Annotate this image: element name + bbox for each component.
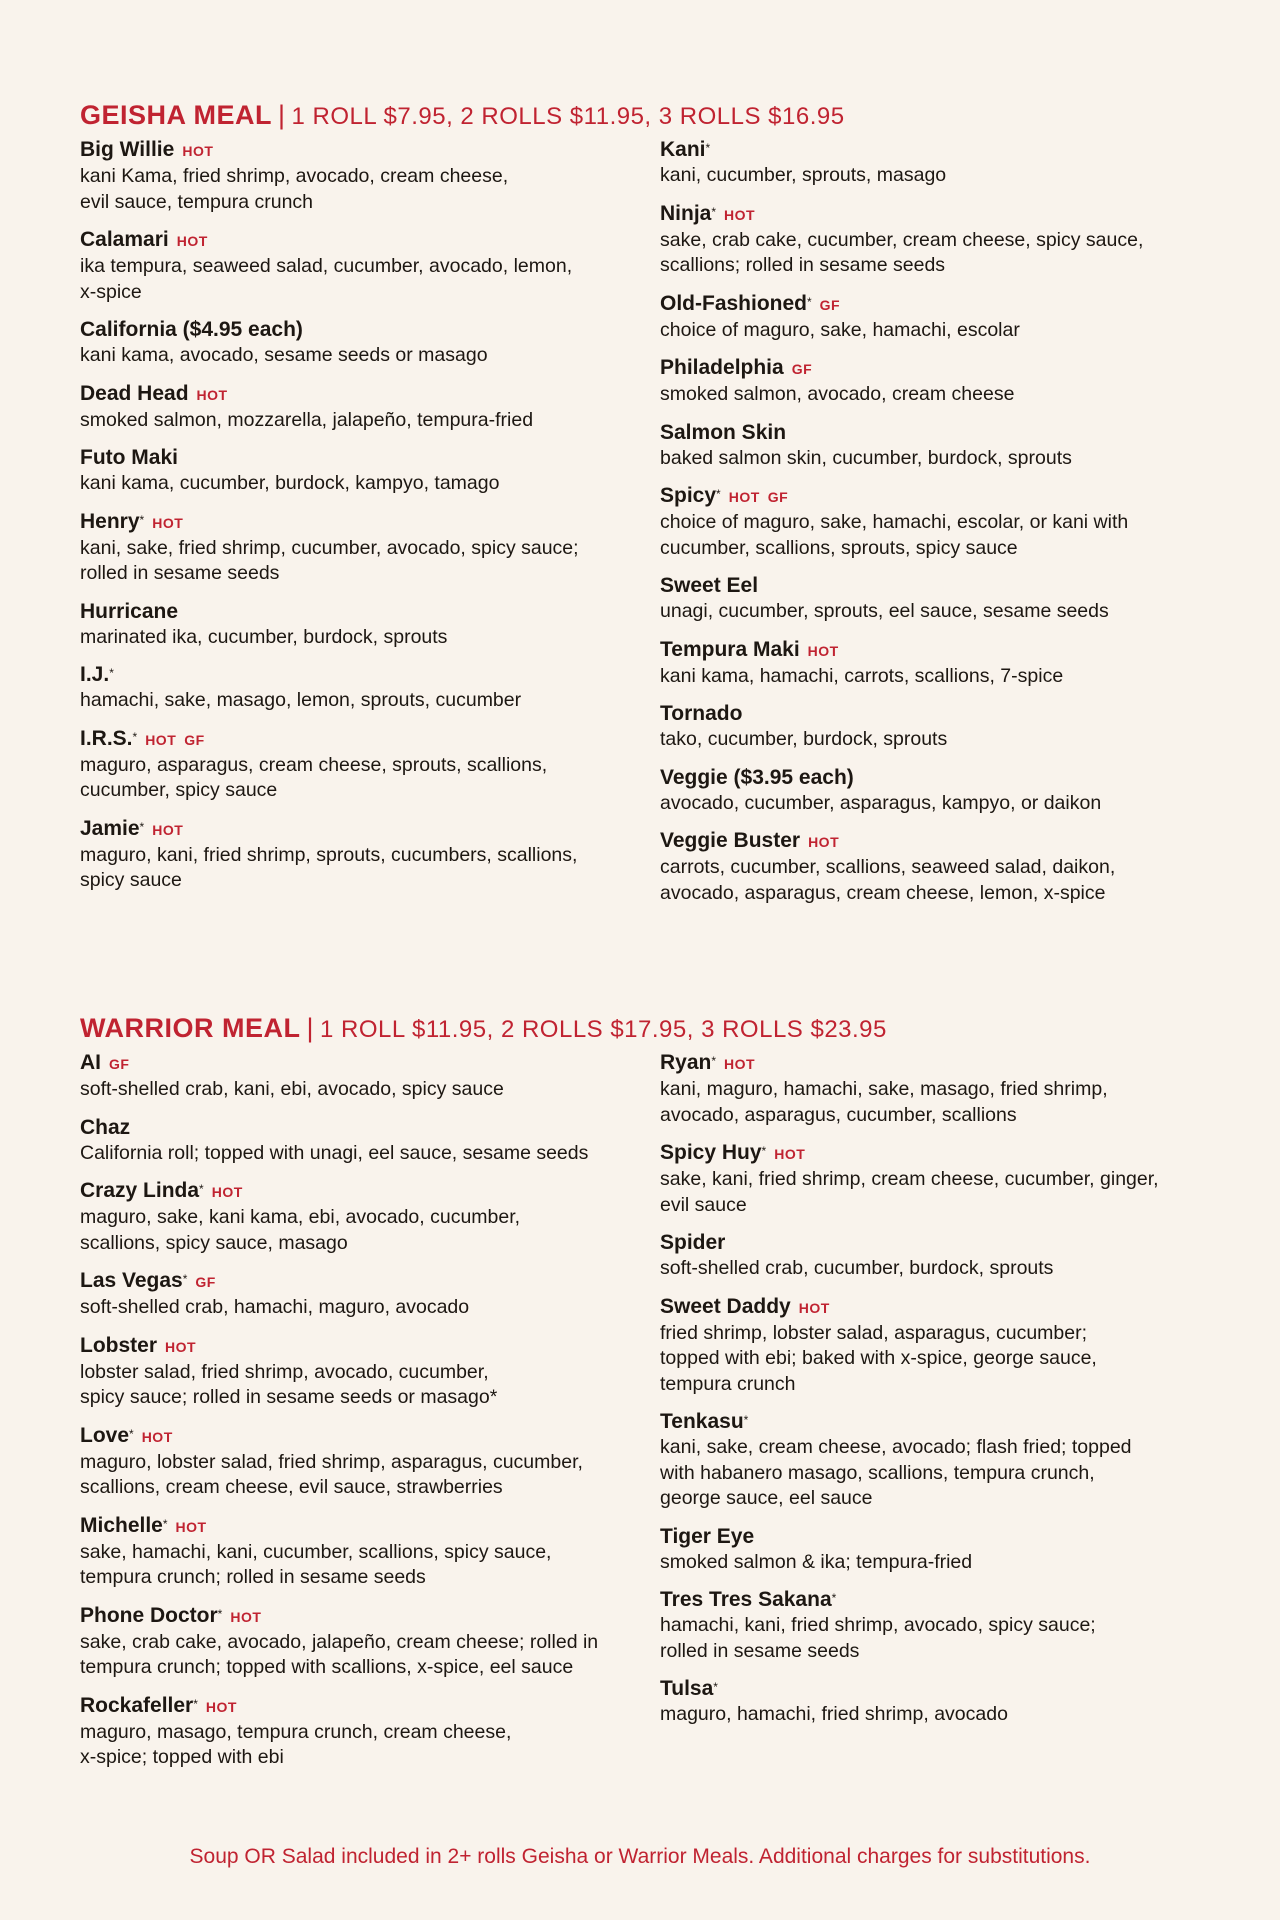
menu-item-header <box>80 1268 660 1295</box>
menu-item-header <box>80 445 660 471</box>
menu-item-header <box>660 201 1210 228</box>
menu-item-name: California ($4.95 each) <box>80 318 303 341</box>
menu-item-header <box>80 662 660 688</box>
gluten-free-badge: GF <box>791 361 813 377</box>
menu-item <box>660 765 1210 817</box>
menu-item-description: sake, crab cake, avocado, jalapeño, cream cheese; rolled in tempura crunch; topped with scallions, x-spice, eel sauce <box>80 1630 599 1678</box>
menu-item-name: I.R.S. <box>80 726 133 750</box>
menu-item <box>80 1178 660 1256</box>
menu-item-description: kani, sake, fried shrimp, cucumber, avocado, spicy sauce; rolled in sesame seeds <box>80 536 579 584</box>
menu-item-description: kani kama, hamachi, carrots, scallions, 7-spice <box>660 664 1064 687</box>
menu-item-header <box>660 637 1210 664</box>
raw-asterisk: * <box>139 819 145 834</box>
menu-item-header <box>80 1513 660 1540</box>
raw-asterisk: * <box>807 294 812 309</box>
gluten-free-badge: GF <box>767 489 789 505</box>
raw-asterisk: * <box>132 729 138 744</box>
menu-item-description: maguro, sake, kani kama, ebi, avocado, cucumber, scallions, spicy sauce, masago <box>80 1206 521 1254</box>
menu-item <box>660 355 1210 408</box>
menu-item-name: Spicy <box>660 484 717 507</box>
menu-item-description: maguro, asparagus, cream cheese, sprouts, scallions, cucumber, spicy sauce <box>80 753 548 801</box>
raw-asterisk: * <box>199 1182 204 1196</box>
gluten-free-badge: GF <box>109 1056 130 1072</box>
menu-item-name: Salmon Skin <box>660 420 787 444</box>
hot-badge: HOT <box>175 1518 207 1535</box>
raw-asterisk: * <box>705 141 711 155</box>
menu-item <box>80 662 660 714</box>
menu-item-name: Philadelphia <box>660 356 784 379</box>
menu-item <box>660 201 1210 279</box>
menu-item-description: maguro, hamachi, fried shrimp, avocado <box>660 1703 1008 1725</box>
hot-badge: HOT <box>165 1338 197 1355</box>
menu-item-header <box>660 1140 1210 1167</box>
hot-badge: HOT <box>182 143 214 159</box>
menu-item <box>660 1524 1210 1576</box>
section-name: GEISHA MEAL <box>80 100 273 130</box>
raw-asterisk: * <box>761 1144 767 1158</box>
menu-item-description: hamachi, kani, fried shrimp, avocado, spicy sauce; rolled in sesame seeds <box>660 1614 1096 1662</box>
hot-badge: HOT <box>145 731 177 748</box>
menu-item-header <box>80 1603 660 1630</box>
menu-item <box>660 637 1210 690</box>
raw-asterisk: * <box>217 1606 223 1621</box>
menu-item-name: Ryan <box>660 1051 712 1074</box>
menu-item-name: Ninja <box>660 201 712 225</box>
menu-item-description: ika tempura, seaweed salad, cucumber, avocado, lemon, x-spice <box>80 255 573 303</box>
title-separator: | <box>306 1013 314 1043</box>
hot-badge: HOT <box>808 834 840 850</box>
menu-item <box>660 1409 1210 1512</box>
menu-item-header <box>660 1409 1210 1435</box>
menu-item-name: Jamie <box>80 816 140 840</box>
raw-asterisk: * <box>711 204 717 219</box>
menu-item-header <box>660 1587 1210 1613</box>
menu-item-header <box>660 1050 1210 1077</box>
menu-item-name: Sweet Daddy <box>660 1294 791 1318</box>
menu-item-header <box>80 137 660 164</box>
menu-item <box>660 420 1210 472</box>
menu-item-name: Calamari <box>80 228 169 251</box>
menu-item-header <box>80 1333 660 1360</box>
right-column <box>660 137 1210 918</box>
menu-item-header <box>80 1050 660 1077</box>
menu-item <box>80 137 660 215</box>
menu-item-header <box>660 420 1210 446</box>
gluten-free-badge: GF <box>184 731 205 748</box>
menu-item <box>80 317 660 369</box>
menu-item-header <box>80 1115 660 1141</box>
menu-item-description: marinated ika, cucumber, burdock, sprouts <box>80 625 448 648</box>
footer-note: Soup OR Salad included in 2+ rolls Geisha or Warrior Meals. Additional charges for substitutions. <box>189 1845 1091 1868</box>
section-prices: 1 ROLL $7.95, 2 ROLLS $11.95, 3 ROLLS $16.95 <box>291 103 845 130</box>
menu-item <box>80 509 660 587</box>
menu-item-name: Tenkasu <box>660 1410 744 1433</box>
menu-item-name: Spicy Huy <box>660 1141 762 1164</box>
section-title <box>80 1013 1210 1044</box>
hot-badge: HOT <box>141 1428 173 1445</box>
menu-item-name: Tres Tres Sakana <box>660 1588 832 1611</box>
menu-item-description: California roll; topped with unagi, eel sauce, sesame seeds <box>80 1141 589 1164</box>
menu-item-header <box>660 291 1210 318</box>
menu-item-header <box>660 765 1210 791</box>
menu-item <box>660 1294 1210 1398</box>
menu-item <box>660 1050 1210 1128</box>
menu-item-header <box>80 317 660 343</box>
menu-item-description: tako, cucumber, burdock, sprouts <box>660 728 948 750</box>
menu-item <box>660 291 1210 344</box>
menu-item <box>80 1333 660 1411</box>
menu-item-description: baked salmon skin, cucumber, burdock, sprouts <box>660 446 1072 469</box>
section-title <box>80 100 1210 131</box>
raw-asterisk: * <box>713 1680 718 1694</box>
hot-badge: HOT <box>230 1608 262 1625</box>
menu-item-name: Futo Maki <box>80 446 178 469</box>
menu-item-description: kani Kama, fried shrimp, avocado, cream cheese, evil sauce, tempura crunch <box>80 165 509 213</box>
menu-item-description: carrots, cucumber, scallions, seaweed salad, daikon, avocado, asparagus, cream cheese, lemon, x-spice <box>660 856 1116 904</box>
menu-item-name: Kani <box>660 138 706 161</box>
menu-item-name: Tornado <box>660 702 743 725</box>
menu-item-name: I.J. <box>80 663 110 686</box>
menu-item-description: maguro, kani, fried shrimp, sprouts, cucumbers, scallions, spicy sauce <box>80 843 578 891</box>
menu-item-header <box>660 355 1210 382</box>
menu-item-header <box>660 1676 1210 1702</box>
hot-badge: HOT <box>211 1184 243 1200</box>
menu-item-name: Crazy Linda <box>80 1179 200 1202</box>
menu-item-header <box>660 137 1210 163</box>
menu-item-header <box>660 828 1210 855</box>
menu-item <box>80 227 660 305</box>
menu-item-name: Love <box>80 1423 130 1447</box>
menu-item-description: soft-shelled crab, kani, ebi, avocado, spicy sauce <box>80 1078 504 1100</box>
menu-item <box>80 726 660 804</box>
hot-badge: HOT <box>724 206 756 223</box>
raw-asterisk: * <box>743 1413 749 1427</box>
menu-item <box>660 1230 1210 1282</box>
menu-item-header <box>80 599 660 625</box>
menu-item <box>80 1603 660 1681</box>
menu-item-description: maguro, lobster salad, fried shrimp, asparagus, cucumber, scallions, cream cheese, evil sauce, strawberries <box>80 1450 583 1498</box>
raw-asterisk: * <box>129 1426 134 1441</box>
menu-item-description: sake, crab cake, cucumber, cream cheese, spicy sauce, scallions; rolled in sesame seeds <box>660 228 1144 276</box>
menu-item-name: Old-Fashioned <box>660 291 807 315</box>
menu-item-description: fried shrimp, lobster salad, asparagus, cucumber; topped with ebi; baked with x-spice, george sauce, tempura crunch <box>660 1321 1097 1395</box>
menu-item <box>660 483 1210 561</box>
raw-asterisk: * <box>162 1516 168 1531</box>
menu-item <box>80 381 660 434</box>
menu-item-name: Tulsa <box>660 1677 714 1700</box>
menu-item-description: smoked salmon, mozzarella, jalapeño, tempura-fried <box>80 408 534 431</box>
menu-item-name: Phone Doctor <box>80 1603 218 1627</box>
menu-item <box>660 1676 1210 1728</box>
menu-item-header <box>80 227 660 254</box>
gluten-free-badge: GF <box>819 296 841 313</box>
menu-item-description: avocado, cucumber, asparagus, kampyo, or daikon <box>660 791 1102 814</box>
menu-item-description: lobster salad, fried shrimp, avocado, cucumber, spicy sauce; rolled in sesame seeds or masago* <box>80 1360 498 1408</box>
menu-item-description: hamachi, sake, masago, lemon, sprouts, cucumber <box>80 689 522 711</box>
menu-item-header <box>660 1230 1210 1256</box>
raw-asterisk: * <box>139 512 145 527</box>
menu-item-header <box>660 1294 1210 1321</box>
menu-item <box>660 137 1210 189</box>
menu-item-name: Michelle <box>80 1513 163 1537</box>
menu-item <box>80 1050 660 1103</box>
menu-item-header <box>660 701 1210 727</box>
hot-badge: HOT <box>176 233 208 249</box>
title-separator: | <box>278 100 286 130</box>
menu-item-header <box>80 726 660 753</box>
hot-badge: HOT <box>196 386 228 403</box>
raw-asterisk: * <box>109 666 114 680</box>
menu-item-description: kani kama, cucumber, burdock, kampyo, tamago <box>80 472 500 494</box>
menu-item-name: Spider <box>660 1231 726 1254</box>
menu-item <box>660 573 1210 625</box>
menu-item-name: AI <box>80 1051 101 1074</box>
menu-item-header <box>80 381 660 408</box>
left-column <box>80 137 660 918</box>
raw-asterisk: * <box>182 1272 188 1286</box>
menu-item <box>80 1693 660 1771</box>
menu-item <box>80 445 660 497</box>
menu-item-description: kani kama, avocado, sesame seeds or masago <box>80 344 488 366</box>
hot-badge: HOT <box>728 489 760 505</box>
hot-badge: HOT <box>774 1146 806 1162</box>
menu-item-name: Hurricane <box>80 599 179 623</box>
menu-item <box>660 1587 1210 1664</box>
menu-item-name: Lobster <box>80 1333 158 1357</box>
geisha-meal-section <box>80 100 1210 918</box>
menu-item <box>80 1513 660 1591</box>
warrior-meal-section <box>80 1013 1210 1783</box>
menu-item-name: Tiger Eye <box>660 1524 755 1548</box>
hot-badge: HOT <box>205 1698 237 1715</box>
section-name: WARRIOR MEAL <box>80 1013 301 1043</box>
menu-item-name: Las Vegas <box>80 1269 183 1292</box>
menu-item-name: Veggie Buster <box>660 829 801 852</box>
hot-badge: HOT <box>807 642 839 659</box>
menu-item-header <box>80 1178 660 1205</box>
menu-item <box>80 1423 660 1501</box>
menu-item-header <box>80 1423 660 1450</box>
raw-asterisk: * <box>193 1696 198 1711</box>
menu-item-header <box>80 816 660 843</box>
menu-item-description: soft-shelled crab, hamachi, maguro, avocado <box>80 1296 470 1318</box>
menu-item-header <box>660 573 1210 599</box>
menu-item-name: Rockafeller <box>80 1693 194 1717</box>
menu-item-name: Veggie ($3.95 each) <box>660 765 854 789</box>
menu-item-header <box>660 1524 1210 1550</box>
menu-item-header <box>80 509 660 536</box>
menu-item-name: Big Willie <box>80 138 175 161</box>
menu-item-description: maguro, masago, tempura crunch, cream cheese, x-spice; topped with ebi <box>80 1720 512 1768</box>
menu-item <box>660 1140 1210 1218</box>
menu-item <box>80 1268 660 1321</box>
menu-item-description: smoked salmon & ika; tempura-fried <box>660 1550 973 1573</box>
menu-item-name: Chaz <box>80 1115 131 1139</box>
menu-item-name: Tempura Maki <box>660 637 800 661</box>
raw-asterisk: * <box>831 1591 837 1605</box>
menu-item-description: unagi, cucumber, sprouts, eel sauce, sesame seeds <box>660 600 1109 622</box>
menu-item-header <box>660 483 1210 510</box>
raw-asterisk: * <box>711 1054 717 1068</box>
hot-badge: HOT <box>152 514 184 531</box>
menu-item-description: kani, maguro, hamachi, sake, masago, fried shrimp, avocado, asparagus, cucumber, scallions <box>660 1078 1108 1126</box>
menu-item-name: Henry <box>80 509 140 533</box>
menu-item-description: kani, cucumber, sprouts, masago <box>660 164 947 186</box>
menu-item-name: Dead Head <box>80 381 189 405</box>
section-prices: 1 ROLL $11.95, 2 ROLLS $17.95, 3 ROLLS $23.95 <box>320 1016 887 1043</box>
left-column <box>80 1050 660 1783</box>
right-column <box>660 1050 1210 1783</box>
menu-item-description: soft-shelled crab, cucumber, burdock, sprouts <box>660 1257 1054 1279</box>
menu-item-name: Sweet Eel <box>660 574 759 597</box>
hot-badge: HOT <box>798 1299 830 1316</box>
menu-item-description: sake, hamachi, kani, cucumber, scallions, spicy sauce, tempura crunch; rolled in sesame seeds <box>80 1540 552 1588</box>
menu-item-description: sake, kani, fried shrimp, cream cheese, cucumber, ginger, evil sauce <box>660 1168 1159 1216</box>
menu-item <box>80 1115 660 1167</box>
menu-item-header <box>80 1693 660 1720</box>
raw-asterisk: * <box>716 487 721 501</box>
menu-item-description: smoked salmon, avocado, cream cheese <box>660 383 1015 405</box>
menu-item-description: choice of maguro, sake, hamachi, escolar <box>660 318 1020 341</box>
menu-item <box>660 701 1210 753</box>
hot-badge: HOT <box>152 821 184 838</box>
menu-item <box>660 828 1210 906</box>
hot-badge: HOT <box>724 1056 756 1072</box>
menu-item <box>80 599 660 651</box>
menu-item-description: choice of maguro, sake, hamachi, escolar, or kani with cucumber, scallions, sprouts, spicy sauce <box>660 511 1129 559</box>
gluten-free-badge: GF <box>195 1274 216 1290</box>
menu-item <box>80 816 660 894</box>
menu-item-description: kani, sake, cream cheese, avocado; flash fried; topped with habanero masago, scallions, tempura crunch, george sauce, eel sauce <box>660 1436 1132 1509</box>
